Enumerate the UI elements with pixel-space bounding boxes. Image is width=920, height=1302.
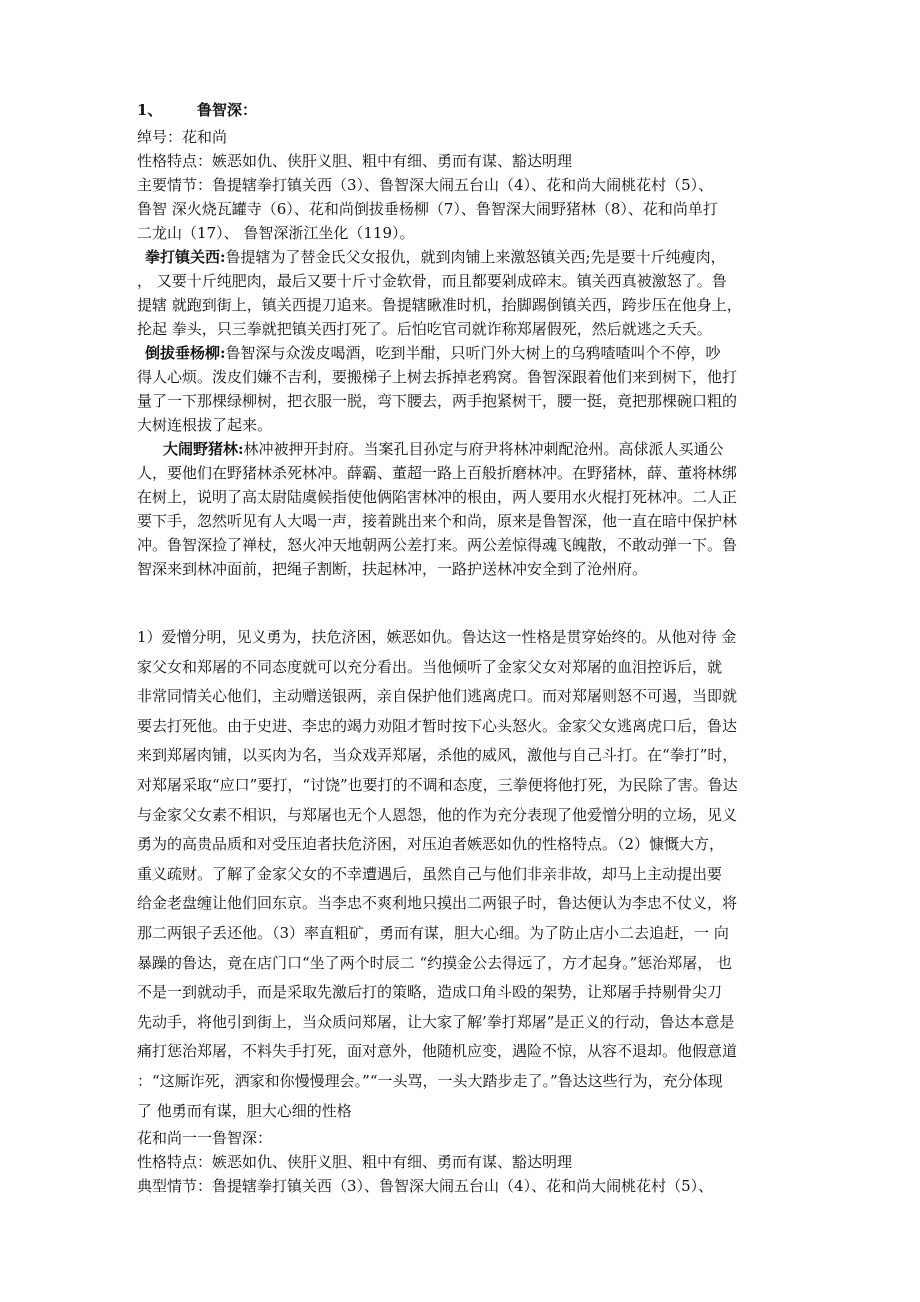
story-uproot-willow bbox=[137, 341, 797, 437]
analysis-line: 与金家父女素不相识，与郑屠也无个人恩怨，他的作为充分表现了他爱憎分明的立场，见义 bbox=[137, 805, 738, 824]
story-line: 冲。鲁智深捡了禅杖，怒火冲天地朝两公差打来。两公差惊得魂飞魄散，不敢动弹一下。鲁 bbox=[137, 536, 738, 554]
story-wild-boar-forest bbox=[137, 437, 797, 581]
story-line: 抡起 拳头，只三拳就把镇关西打死了。后怕吃官司就诈称郑屠假死，然后就逃之夭夭。 bbox=[137, 320, 712, 338]
analysis-line: 那二两银子丢还他。（3）率直粗矿，勇而有谋，胆大心细。为了防止店小二去追赶，一 向 bbox=[137, 923, 729, 942]
profile-line: 鲁智 深火烧瓦罐寺（6）、花和尚倒拔垂杨柳（7）、鲁智深大闹野猪林（8）、花和尚单打 bbox=[137, 200, 718, 218]
summary-line: 花和尚一一鲁智深： bbox=[137, 1129, 273, 1148]
summary-line: 典型情节：鲁提辖拳打镇关西（3）、鲁智深大闹五台山（4）、花和尚大闹桃花村（5）、 bbox=[137, 1177, 714, 1196]
analysis-line: 家父女和郑屠的不同态度就可以充分看出。当他倾听了金家父女对郑屠的血泪控诉后，就 bbox=[137, 657, 723, 676]
profile-line: 绰号：花和尚 bbox=[137, 128, 228, 146]
analysis-line: ：“这厮诈死，洒家和你慢慢理会。”“一头骂，一头大踏步走了。”鲁达这些行为，充分体现 bbox=[137, 1071, 723, 1090]
analysis-line: 勇为的高贵品质和对受压迫者扶危济困，对压迫者嫉恶如仇的性格特点。（2）慷慨大方， bbox=[137, 835, 725, 854]
analysis-line: 了 他勇而有谋，胆大心细的性格 bbox=[137, 1101, 352, 1120]
analysis-line: 要去打死他。由于史进、李忠的竭力劝阻才暂时按下心头怒火。金家父女逃离虎口后，鲁达 bbox=[137, 716, 738, 735]
story-line: 鲁智深与众泼皮喝酒，吃到半酣，只听门外大树上的乌鸦喳喳叫个不停，吵 bbox=[225, 344, 721, 362]
story-line: 大树连根拔了起来。 bbox=[137, 416, 273, 434]
story-line: 林冲被押开封府。当案孔目孙定与府尹将林冲刺配沧州。高俅派人买通公 bbox=[243, 440, 724, 458]
profile-line: 主要情节：鲁提辖拳打镇关西（3）、鲁智深大闹五台山（4）、花和尚大闹桃花村（5）、 bbox=[137, 176, 714, 194]
analysis-line: 1）爱憎分明，见义勇为，扶危济困，嫉恶如仇。鲁达这一性格是贯穿始终的。从他对待 金 bbox=[137, 628, 737, 646]
analysis-line: 重义疏财。了解了金家父女的不幸遭遇后，虽然自己与他们非亲非故，却马上主动提出要 bbox=[137, 864, 723, 883]
story-line: 得人心烦。泼皮们嫌不吉利，要搬梯子上树去拆掉老鸦窝。鲁智深跟着他们来到树下，他打 bbox=[137, 368, 738, 386]
profile-block bbox=[137, 125, 797, 245]
analysis-line: 来到郑屠肉铺，以买肉为名，当众戏弄郑屠，杀他的威风，激他与自己斗打。在“拳打”时， bbox=[137, 746, 738, 765]
paragraph-gap bbox=[137, 581, 797, 623]
character-analysis bbox=[137, 623, 797, 1126]
summary-block bbox=[137, 1126, 797, 1198]
summary-line: 性格特点：嫉恶如仇、侠肝义胆、粗中有细、勇而有谋、豁达明理 bbox=[137, 1153, 573, 1172]
story-title: 倒拔垂杨柳: bbox=[145, 344, 226, 362]
section-number: 1、 bbox=[137, 101, 163, 119]
analysis-line: 对郑屠采取“应口”要打，“讨饶”也要打的不调和态度，三拳便将他打死，为民除了害。鲁达 bbox=[137, 775, 738, 794]
section-title: 鲁智深： bbox=[197, 101, 258, 119]
analysis-line: 暴躁的鲁达，竟在店门口“坐了两个时辰二 “约摸金公去得远了，方才起身。”惩治郑屠， 也 bbox=[137, 953, 733, 972]
story-line: 人，要他们在野猪林杀死林冲。薛霸、董超一路上百般折磨林冲。在野猪林，薛、董将林绑 bbox=[137, 464, 738, 482]
analysis-line: 先动手，将他引到街上，当众质问郑屠，让大家了解’拳打郑屠”是正义的行动，鲁达本意是 bbox=[137, 1012, 735, 1031]
story-punch-zhenguanxi bbox=[137, 245, 797, 341]
profile-line: 二龙山（17）、 鲁智深浙江坐化（119）。 bbox=[137, 224, 415, 242]
story-line: 提辖 就跑到街上，镇关西提刀追来。鲁提辖瞅准时机，抬脚踢倒镇关西，跨步压在他身上， bbox=[137, 296, 742, 314]
story-line: 智深来到林冲面前，把绳子割断，扶起林冲，一路护送林冲安全到了沧州府。 bbox=[137, 560, 648, 578]
analysis-line: 给金老盘缠让他们回东京。当李忠不爽利地只摸出二两银子时，鲁达便认为李忠不仗义，将 bbox=[137, 894, 738, 913]
story-title: 大闹野猪林: bbox=[163, 440, 244, 458]
story-title: 拳打镇关西: bbox=[145, 248, 226, 266]
story-line: 鲁提辖为了替金氏父女报仇，就到肉铺上来激怒镇关西;先是要十斤纯瘦肉， bbox=[225, 248, 726, 266]
profile-line: 性格特点：嫉恶如仇、侠肝义胆、粗中有细、勇而有谋、豁达明理 bbox=[137, 152, 573, 170]
story-line: 量了一下那棵绿柳树，把衣服一脱，弯下腰去，两手抱紧树干，腰一挺，竟把那棵碗口粗的 bbox=[137, 392, 738, 410]
story-line: 在树上，说明了高太尉陆虞候指使他俩陷害林冲的根由，两人要用水火棍打死林冲。二人正 bbox=[137, 488, 738, 506]
analysis-line: 非常同情关心他们，主动赠送银两，亲自保护他们逃离虎口。而对郑屠则怒不可遏，当即就 bbox=[137, 687, 738, 706]
analysis-line: 痛打惩治郑屠，不料失手打死，面对意外，他随机应变，遇险不惊，从容不退却。他假意道 bbox=[137, 1042, 738, 1061]
story-line: ， 又要十斤纯肥肉，最后又要十斤寸金软骨，而且都要剁成碎末。镇关西真被激怒了。鲁 bbox=[137, 272, 727, 290]
analysis-line: 不是一到就动手，而是采取先激后打的策略，造成口角斗殴的架势，让郑屠手持剔骨尖刀 bbox=[137, 983, 723, 1002]
section-heading bbox=[137, 98, 797, 122]
story-line: 要下手，忽然听见有人大喝一声，接着跳出来个和尚，原来是鲁智深，他一直在暗中保护林 bbox=[137, 512, 738, 530]
document-page bbox=[137, 98, 797, 1198]
